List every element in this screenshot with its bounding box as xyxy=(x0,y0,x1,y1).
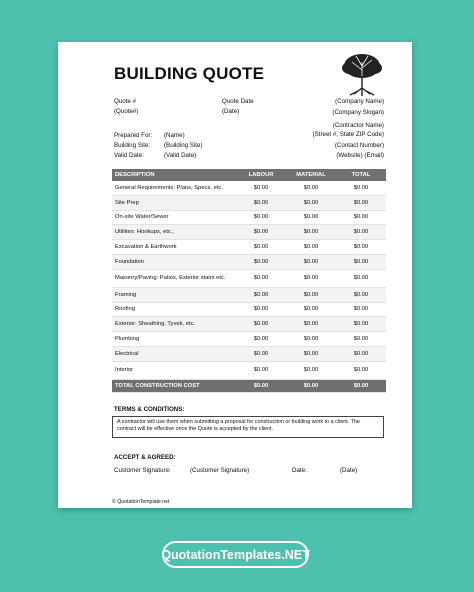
table-row xyxy=(112,361,386,379)
total-total: $0.00 xyxy=(336,379,386,392)
row-description: Roofing xyxy=(112,302,236,317)
row-description: General Requirements: Plans, Specs, etc. xyxy=(112,181,236,195)
table-row xyxy=(112,332,386,347)
col-total: TOTAL xyxy=(336,169,386,181)
row-material: $0.00 xyxy=(286,225,336,240)
total-label: TOTAL CONSTRUCTION COST xyxy=(112,379,236,392)
terms-text: A contractor will use them when submitting a proposal for construction or building work to a client. The contract will be effective once the Quote is accepted by the client. xyxy=(112,416,384,438)
row-total: $0.00 xyxy=(336,317,386,332)
row-description: Framing xyxy=(112,287,236,302)
row-total: $0.00 xyxy=(336,346,386,361)
row-total: $0.00 xyxy=(336,302,386,317)
row-labour: $0.00 xyxy=(236,210,286,225)
website-email: (Website) (Email) xyxy=(336,152,384,159)
accept-heading: ACCEPT & AGREED: xyxy=(114,454,176,461)
table-row xyxy=(112,181,386,195)
total-labour: $0.00 xyxy=(236,379,286,392)
row-material: $0.00 xyxy=(286,346,336,361)
table-row xyxy=(112,240,386,255)
customer-signature-label: Customer Signature: xyxy=(114,467,171,474)
quote-sheet xyxy=(58,42,412,508)
quote-table xyxy=(112,169,386,393)
row-description: Exterior: Sheathing, Tyvek, etc. xyxy=(112,317,236,332)
prepared-for-label: Prepared For: xyxy=(114,132,153,139)
table-row xyxy=(112,302,386,317)
row-material: $0.00 xyxy=(286,181,336,195)
col-description: DESCRIPTION xyxy=(112,169,236,181)
quote-date-label: Quote Date xyxy=(222,98,254,105)
row-labour: $0.00 xyxy=(236,240,286,255)
row-material: $0.00 xyxy=(286,240,336,255)
row-total: $0.00 xyxy=(336,254,386,269)
row-material: $0.00 xyxy=(286,332,336,347)
row-total: $0.00 xyxy=(336,181,386,195)
row-description: Utilities: Hookups, etc., xyxy=(112,225,236,240)
table-row xyxy=(112,317,386,332)
row-labour: $0.00 xyxy=(236,346,286,361)
row-total: $0.00 xyxy=(336,225,386,240)
company-slogan: (Company Slogan) xyxy=(332,109,384,116)
table-row xyxy=(112,225,386,240)
brand-badge[interactable]: QuotationTemplates.NET xyxy=(162,541,309,568)
table-row xyxy=(112,254,386,269)
row-material: $0.00 xyxy=(286,361,336,379)
row-material: $0.00 xyxy=(286,317,336,332)
quote-number-label: Quote # xyxy=(114,98,137,105)
row-description: Site Prep xyxy=(112,195,236,210)
table-row xyxy=(112,195,386,210)
row-description: Interior xyxy=(112,361,236,379)
building-site-label: Building Site: xyxy=(114,142,151,149)
row-total: $0.00 xyxy=(336,240,386,255)
row-labour: $0.00 xyxy=(236,225,286,240)
row-total: $0.00 xyxy=(336,269,386,287)
col-material: MATERIAL xyxy=(286,169,336,181)
row-labour: $0.00 xyxy=(236,195,286,210)
row-labour: $0.00 xyxy=(236,302,286,317)
table-header-row xyxy=(112,169,386,181)
contractor-name: (Contractor Name) xyxy=(332,122,384,129)
row-description: On-site Water/Sewer xyxy=(112,210,236,225)
table-row xyxy=(112,287,386,302)
tree-logo-icon xyxy=(338,50,386,98)
row-description: Plumbing xyxy=(112,332,236,347)
quote-date-value: (Date) xyxy=(222,108,240,115)
row-description: Excavation & Earthwork xyxy=(112,240,236,255)
accept-date-label: Date: xyxy=(292,467,307,474)
row-labour: $0.00 xyxy=(236,361,286,379)
row-labour: $0.00 xyxy=(236,332,286,347)
row-labour: $0.00 xyxy=(236,181,286,195)
table-row xyxy=(112,269,386,287)
table-row xyxy=(112,210,386,225)
row-material: $0.00 xyxy=(286,210,336,225)
valid-date-label: Valid Date: xyxy=(114,152,144,159)
row-description: Foundation xyxy=(112,254,236,269)
company-name: (Company Name) xyxy=(335,98,384,105)
valid-date-value: (Valid Date) xyxy=(164,152,197,159)
row-total: $0.00 xyxy=(336,210,386,225)
accept-date-value: (Date) xyxy=(340,467,358,474)
document-title: BUILDING QUOTE xyxy=(114,64,265,83)
row-material: $0.00 xyxy=(286,287,336,302)
row-labour: $0.00 xyxy=(236,254,286,269)
row-description: Masonry/Paving: Patios, Exterior stairs etc. xyxy=(112,269,236,287)
terms-heading: TERMS & CONDITIONS: xyxy=(114,406,185,413)
street-address: (Street #, State ZIP Code) xyxy=(312,131,384,138)
customer-signature-value: (Customer Signature) xyxy=(190,467,250,474)
row-material: $0.00 xyxy=(286,269,336,287)
table-row xyxy=(112,346,386,361)
footer-copyright: © QuotationTemplate.net xyxy=(112,499,170,505)
quote-number-value: (Quote#) xyxy=(114,108,139,115)
row-material: $0.00 xyxy=(286,302,336,317)
row-material: $0.00 xyxy=(286,254,336,269)
row-labour: $0.00 xyxy=(236,287,286,302)
col-labour: LABOUR xyxy=(236,169,286,181)
row-total: $0.00 xyxy=(336,195,386,210)
row-description: Electrical xyxy=(112,346,236,361)
row-material: $0.00 xyxy=(286,195,336,210)
row-total: $0.00 xyxy=(336,361,386,379)
building-site-value: (Building Site) xyxy=(164,142,203,149)
prepared-for-value: (Name) xyxy=(164,132,185,139)
contact-number: (Contact Number) xyxy=(334,142,384,149)
row-total: $0.00 xyxy=(336,332,386,347)
row-total: $0.00 xyxy=(336,287,386,302)
total-material: $0.00 xyxy=(286,379,336,392)
row-labour: $0.00 xyxy=(236,269,286,287)
row-labour: $0.00 xyxy=(236,317,286,332)
total-row xyxy=(112,379,386,392)
